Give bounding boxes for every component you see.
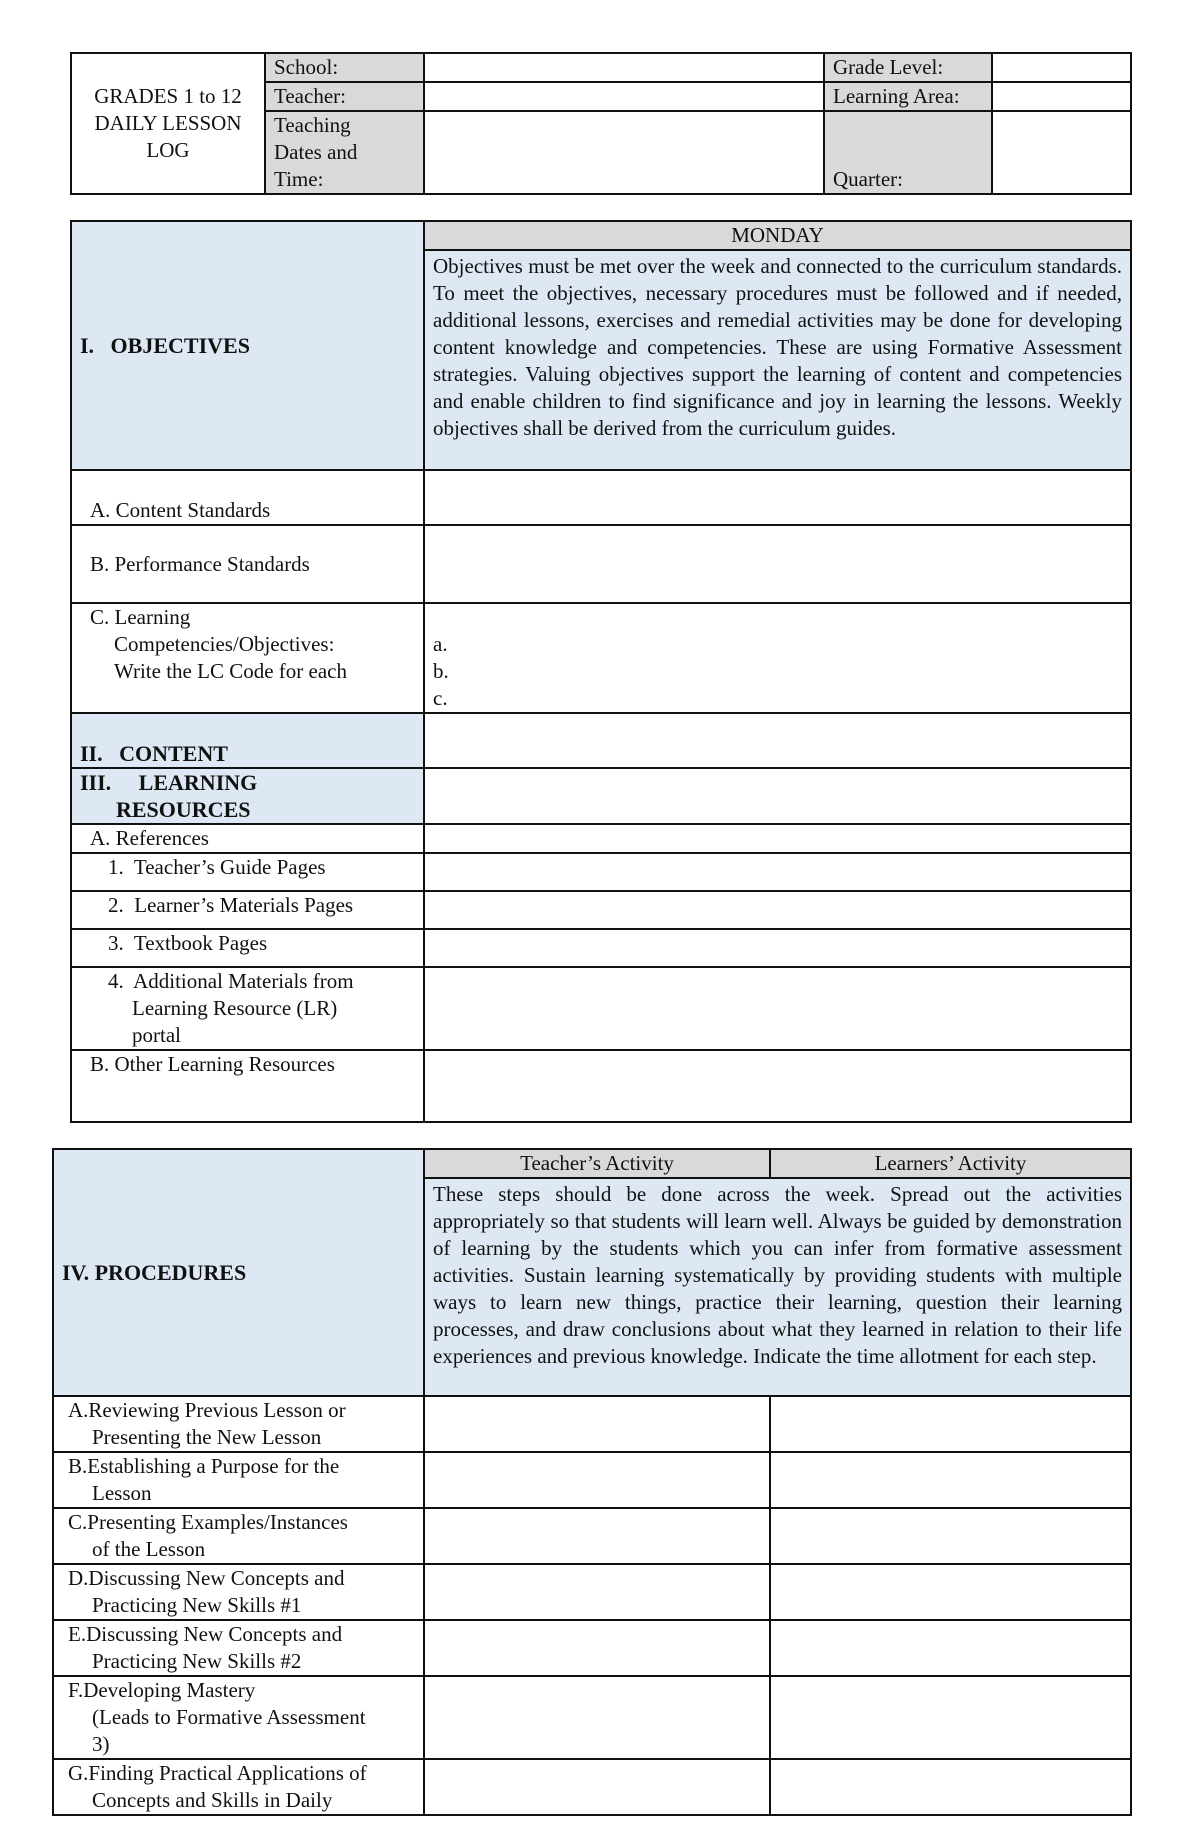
procedure-step-d [53,1564,424,1620]
learner-activity-c[interactable] [770,1508,1131,1564]
procedure-step-c [53,1508,424,1564]
textbook-pages-label: 3. Textbook Pages [71,929,424,967]
step-letter: F. [68,1678,84,1702]
school-label: School: [265,53,424,82]
additional-materials-field[interactable] [424,967,1131,1050]
grade-level-field[interactable] [992,53,1131,82]
competencies-label [71,603,424,713]
teacher-activity-d[interactable] [424,1564,770,1620]
competency-item[interactable]: a. [433,632,448,656]
step-line: Discussing New Concepts and [86,1622,343,1646]
learner-activity-e[interactable] [770,1620,1131,1676]
dll-title-line: DAILY LESSON [94,111,242,135]
learner-activity-a[interactable] [770,1396,1131,1452]
teacher-label: Teacher: [265,82,424,111]
teacher-field[interactable] [424,82,824,111]
resources-field[interactable] [424,768,1131,824]
step-letter: D. [68,1566,89,1590]
references-label: A. References [71,824,424,853]
additional-materials-line: portal [132,1023,181,1047]
learner-activity-b[interactable] [770,1452,1131,1508]
content-standards-label: A. Content Standards [71,470,424,525]
step-line: Presenting Examples/Instances [87,1510,348,1534]
step-letter: C. [68,1510,88,1534]
day-header: MONDAY [424,221,1131,250]
learning-area-label: Learning Area: [824,82,992,111]
step-letter: B. [68,1454,88,1478]
learning-area-field[interactable] [992,82,1131,111]
step-line: Presenting the New Lesson [92,1425,322,1449]
quarter-field[interactable] [992,111,1131,194]
step-line: of the Lesson [92,1537,206,1561]
step-line: Lesson [92,1481,152,1505]
lm-pages-label: 2. Learner’s Materials Pages [71,891,424,929]
step-letter: A. [68,1398,89,1422]
additional-materials-line: Learning Resource (LR) [132,996,338,1020]
teacher-activity-e[interactable] [424,1620,770,1676]
header-table [70,52,1132,195]
step-line: Practicing New Skills #2 [92,1649,302,1673]
procedure-step-b [53,1452,424,1508]
quarter-label: Quarter: [824,111,992,194]
step-letter: E. [68,1622,87,1646]
competencies-field[interactable] [424,603,1131,713]
resources-title-line: III. LEARNING [80,770,258,795]
objectives-table [70,220,1132,1123]
resources-title-line: RESOURCES [116,797,251,822]
teacher-activity-a[interactable] [424,1396,770,1452]
dates-field[interactable] [424,111,824,194]
dates-label-line: Dates and [274,140,358,164]
learner-activity-d[interactable] [770,1564,1131,1620]
tg-pages-field[interactable] [424,853,1131,891]
school-field[interactable] [424,53,824,82]
competency-item[interactable]: b. [433,659,449,683]
grade-level-label: Grade Level: [824,53,992,82]
content-standards-field[interactable] [424,470,1131,525]
competency-item[interactable]: c. [433,686,448,710]
step-line: Reviewing Previous Lesson or [88,1398,346,1422]
step-letter: G. [68,1761,89,1785]
teacher-activity-header: Teacher’s Activity [424,1149,770,1178]
dll-title-line: GRADES 1 to 12 [94,84,242,108]
other-resources-label: B. Other Learning Resources [71,1050,424,1122]
competencies-label-line: Competencies/Objectives: [114,632,335,656]
procedure-step-f [53,1676,424,1759]
content-title: II. CONTENT [71,713,424,768]
procedures-title: IV. PROCEDURES [62,1259,247,1285]
dll-title [71,53,265,194]
procedures-title-cell [53,1149,424,1396]
dates-label-line: Teaching [274,113,351,137]
teacher-activity-g[interactable] [424,1759,770,1815]
objectives-title-cell [71,221,424,470]
performance-standards-field[interactable] [424,525,1131,603]
step-line: 3) [92,1732,110,1756]
dll-title-line: LOG [146,138,190,162]
dates-label-line: Time: [274,167,324,191]
step-line: Developing Mastery [83,1678,256,1702]
performance-standards-label: B. Performance Standards [71,525,424,603]
lm-pages-field[interactable] [424,891,1131,929]
textbook-pages-field[interactable] [424,929,1131,967]
step-line: Practicing New Skills #1 [92,1593,302,1617]
step-line: (Leads to Formative Assessment [92,1705,366,1729]
step-line: Establishing a Purpose for the [87,1454,340,1478]
additional-materials-line: 4. Additional Materials from [108,969,354,993]
additional-materials-label [71,967,424,1050]
competencies-label-line: C. Learning [90,605,191,629]
procedures-description: These steps should be done across the week. Spread out the activities appropriately so that students will learn well. Always be guided by demonstration of learning by the students which you can infer from formative assessment activities. Sustain learning systematically by providing students with multiple ways to learn new things, practice their learning, question their learning processes, and draw conclusions about what they learned in relation to their life experiences and previous knowledge. Indicate the time allotment for each step. [424,1178,1131,1396]
learner-activity-g[interactable] [770,1759,1131,1815]
objectives-description: Objectives must be met over the week and connected to the curriculum standards. To meet the objectives, necessary procedures must be followed and if needed, additional lessons, exercises and remedial activities may be done for developing content knowledge and competencies. These are using Formative Assessment strategies. Valuing objectives support the learning of content and competencies and enable children to find significance and joy in learning the lessons. Weekly objectives shall be derived from the curriculum guides. [424,250,1131,470]
teacher-activity-f[interactable] [424,1676,770,1759]
teacher-activity-b[interactable] [424,1452,770,1508]
learner-activity-header: Learners’ Activity [770,1149,1131,1178]
objectives-title: I. OBJECTIVES [80,332,250,358]
references-field[interactable] [424,824,1131,853]
procedure-step-e [53,1620,424,1676]
procedure-step-a [53,1396,424,1452]
procedure-step-g [53,1759,424,1815]
step-line: Concepts and Skills in Daily [92,1788,333,1812]
learner-activity-f[interactable] [770,1676,1131,1759]
other-resources-field[interactable] [424,1050,1131,1122]
step-line: Discussing New Concepts and [88,1566,345,1590]
dates-label [265,111,424,194]
tg-pages-label: 1. Teacher’s Guide Pages [71,853,424,891]
step-line: Finding Practical Applications of [88,1761,367,1785]
content-field[interactable] [424,713,1131,768]
resources-title [71,768,424,824]
competencies-label-line: Write the LC Code for each [114,659,347,683]
teacher-activity-c[interactable] [424,1508,770,1564]
procedures-table [52,1148,1132,1816]
